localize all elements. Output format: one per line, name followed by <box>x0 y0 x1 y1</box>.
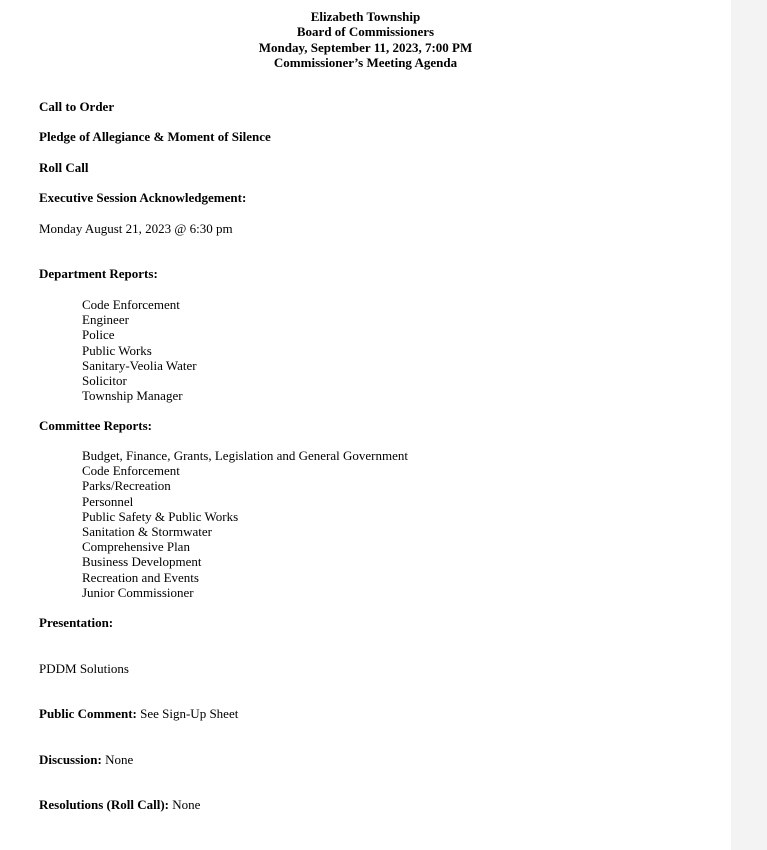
discussion-label: Discussion: <box>39 752 102 767</box>
resolutions-value: None <box>172 797 201 812</box>
list-item: Police <box>82 327 115 343</box>
presentation-label: Presentation: <box>39 615 114 630</box>
list-item: Engineer <box>82 312 129 328</box>
department-reports-label: Department Reports: <box>39 266 158 281</box>
agenda-header <box>0 9 731 70</box>
public-comment-label: Public Comment: <box>39 706 137 721</box>
board-name: Board of Commissioners <box>296 24 435 40</box>
call-to-order: Call to Order <box>39 99 115 114</box>
resolutions <box>39 797 200 813</box>
public-comment <box>39 706 238 722</box>
list-item: Code Enforcement <box>82 297 180 312</box>
list-item: Public Safety & Public Works <box>82 508 239 524</box>
list-item: Budget, Finance, Grants, Legislation and General Government <box>82 448 408 463</box>
township-name: Elizabeth Township <box>310 9 421 24</box>
list-item: Comprehensive Plan <box>82 539 190 555</box>
department-reports-list <box>82 297 197 403</box>
list-item: Business Development <box>82 554 202 570</box>
list-item: Sanitation & Stormwater <box>82 524 212 540</box>
list-item: Public Works <box>82 342 152 358</box>
meeting-date: Monday, September 11, 2023, 7:00 PM <box>258 39 473 55</box>
list-item: Solicitor <box>82 373 127 389</box>
list-item: Township Manager <box>82 388 183 404</box>
list-item: Personnel <box>82 493 134 509</box>
discussion <box>39 752 133 768</box>
list-item: Junior Commissioner <box>82 584 194 600</box>
executive-session-label: Executive Session Acknowledgement: <box>39 190 247 205</box>
resolutions-label: Resolutions (Roll Call): <box>39 797 169 812</box>
agenda-title: Commissioner’s Meeting Agenda <box>273 54 458 70</box>
public-comment-value: See Sign-Up Sheet <box>140 706 239 721</box>
list-item: Parks/Recreation <box>82 478 171 494</box>
discussion-value: None <box>105 752 134 767</box>
page-margin-gutter <box>731 0 767 850</box>
pledge-of-allegiance: Pledge of Allegiance & Moment of Silence <box>39 129 271 144</box>
committee-reports-list <box>82 448 408 600</box>
list-item: Recreation and Events <box>82 569 199 585</box>
roll-call: Roll Call <box>39 160 89 175</box>
presentation-detail: PDDM Solutions <box>39 661 129 676</box>
list-item: Code Enforcement <box>82 463 180 479</box>
executive-session-detail: Monday August 21, 2023 @ 6:30 pm <box>39 221 233 236</box>
list-item: Sanitary-Veolia Water <box>82 357 197 373</box>
committee-reports-label: Committee Reports: <box>39 418 152 433</box>
